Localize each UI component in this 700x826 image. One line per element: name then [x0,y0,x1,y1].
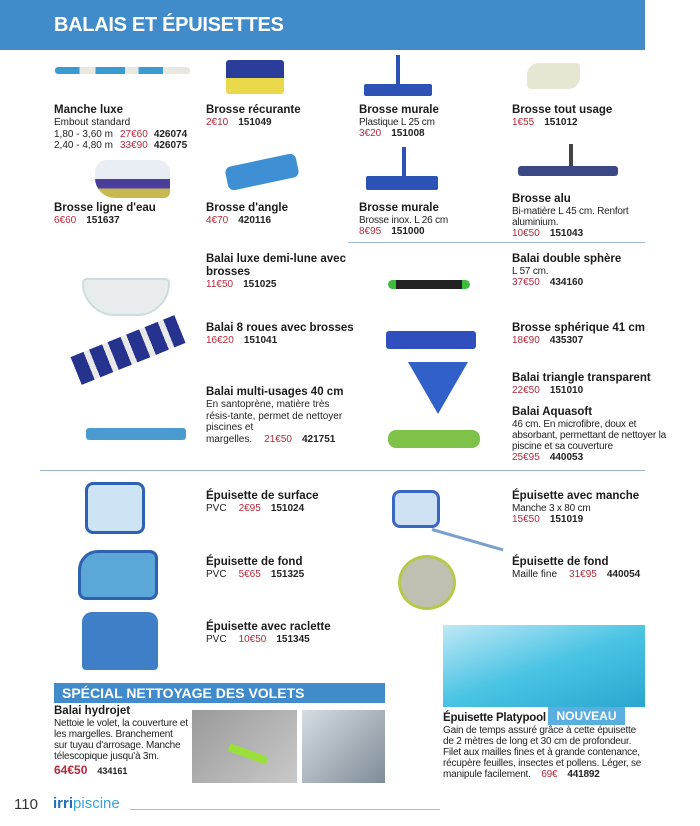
price: 1€55 [512,117,535,128]
special-banner: SPÉCIAL NETTOYAGE DES VOLETS [54,683,385,703]
product-title: Brosse alu [512,193,571,205]
product-balai-multi [206,386,356,445]
half-moon-broom-image [82,278,170,316]
product-desc: Nettoie le volet, la couverture et les margelles. Branchement sur tuyau d'arrosage. Manche télescopique jusqu'à 3m. [54,718,188,762]
price: 16€20 [206,335,234,346]
product-title: Brosse ligne d'eau [54,202,156,214]
product-brosse-murale-1 [359,104,439,140]
product-title: Balai 8 roues avec brosses [206,322,354,334]
net-with-handle-image [432,528,504,551]
product-balai-8-roues [206,322,354,347]
ref: 440054 [606,569,641,580]
product-title: Épuisette de fond [512,556,609,568]
product-balai-aquasoft [512,406,682,464]
aquasoft-broom-image [388,430,480,448]
product-manche-luxe [54,104,199,152]
ref: 440053 [549,452,584,463]
ref: 434160 [549,277,584,288]
size: 1,80 - 3,60 m [54,128,113,140]
hydrojet-photo-1 [192,710,297,783]
price: 15€50 [512,514,540,525]
page-number: 110 [14,796,38,813]
product-desc: Manche 3 x 80 cm [512,503,591,514]
double-sphere-broom-image [388,280,470,289]
price: 25€95 [512,452,540,463]
waterline-brush-image [95,160,170,198]
product-title: Brosse murale [359,104,439,116]
price: 11€50 [206,279,234,290]
price: 10€50 [238,634,267,645]
product-title: Épuisette de surface [206,490,319,502]
wall-brush-image [366,176,438,190]
product-title: Balai double sphère [512,253,622,265]
brand-logo [53,795,120,812]
ref: 151019 [549,514,584,525]
product-title: Balai multi-usages 40 cm [206,386,344,398]
product-brosse-tout-usage [512,104,612,129]
price: 6€60 [54,215,77,226]
alu-brush-image [569,144,573,168]
ref: 151637 [86,215,120,226]
product-desc: Maille fine [512,569,558,580]
product-title: Balai Aquasoft [512,406,593,418]
ref: 426074 [153,128,188,140]
platypool-photo [443,625,645,707]
product-title: Épuisette avec manche [512,490,640,502]
product-title: Brosse sphérique 41 cm [512,322,645,334]
product-title: Brosse récurante [206,104,301,116]
product-brosse-murale-2 [359,202,448,238]
product-balai-triangle [512,372,651,397]
ref: 420116 [238,215,272,226]
product-title: Épuisette de fond [206,556,303,568]
ref: 151010 [549,385,584,396]
ref: 426075 [153,140,188,151]
product-title: Brosse tout usage [512,104,613,116]
ref: 151025 [243,279,277,290]
price: 37€50 [512,277,540,288]
ref: 421751 [301,433,336,445]
bottom-net-image [78,550,158,600]
scraper-net-image [82,612,158,670]
price: 31€95 [569,569,597,580]
ref: 151000 [391,226,425,237]
page-title: BALAIS ET ÉPUISETTES [54,14,284,36]
product-epuisette-raclette [206,621,331,646]
price: 5€65 [238,569,261,580]
product-desc: Plastique L 25 cm [359,117,435,128]
product-epuisette-manche [512,490,639,526]
ref: 151345 [276,634,310,645]
product-epuisette-fond-1 [206,556,304,581]
surface-net-image [85,482,145,534]
product-title: Épuisette Platypool [443,712,546,724]
product-desc: PVC [206,634,227,645]
product-desc: Brosse inox. L 26 cm [359,215,449,226]
pole-image [55,67,190,74]
price: 64€50 [54,763,88,777]
eight-wheel-broom-image [70,315,185,385]
product-epuisette-surface [206,490,318,515]
size: 2,40 - 4,80 m [54,140,113,151]
product-desc: PVC [206,569,227,580]
footer-rule [130,809,440,810]
price: 18€90 [512,335,540,346]
product-brosse-spherique [512,322,645,347]
product-title: Manche luxe [54,104,124,116]
divider [348,242,645,243]
ref: 151008 [391,128,425,139]
wall-brush-image [396,55,400,85]
ref: 151043 [549,228,584,239]
ref: 151049 [238,117,272,128]
ref: 441892 [567,769,600,780]
product-brosse-angle [206,202,288,227]
ref: 434161 [97,766,128,776]
triangle-broom-image [408,362,468,414]
product-title: Balai hydrojet [54,705,131,717]
product-title: Balai triangle transparent [512,372,651,384]
product-brosse-recurante [206,104,301,129]
wall-brush-image [402,147,406,177]
product-desc: Embout standard [54,117,131,128]
multi-use-broom-image [86,428,186,440]
logo-part: irri [53,795,74,812]
product-desc: Gain de temps assuré grâce à cette épuisette de 2 mètres de long et 30 cm de profondeur. Filet aux mailles fines et à grande contenance, récupère feuilles, insectes et pollens. Léger, se manipule facilement. [443,725,642,780]
product-title: Brosse murale [359,202,439,214]
ref: 151041 [243,335,278,346]
product-brosse-alu [512,193,662,240]
product-brosse-ligne-eau [54,202,156,227]
price: 8€95 [359,226,382,237]
ref: 151325 [270,569,305,580]
product-title: Balai luxe demi-lune avec brosses [206,253,346,278]
logo-part: piscine [73,795,120,812]
price: 4€70 [206,215,229,226]
utility-brush-image [527,63,580,89]
price: 21€50 [264,433,292,445]
price: 2€10 [206,117,229,128]
wall-brush-image [364,84,432,96]
divider [40,470,645,471]
alu-brush-image [518,166,618,176]
product-title: Épuisette avec raclette [206,621,331,633]
price: 10€50 [512,228,540,239]
product-desc: L 57 cm. [512,266,549,277]
product-desc: 46 cm. En microfibre, doux et absorbant, permettant de nettoyer la piscine et sa couverture [512,419,667,452]
product-epuisette-fond-2 [512,556,640,581]
product-balai-demi-lune [206,253,356,291]
ref: 435307 [549,335,584,346]
price: 33€90 [120,140,148,151]
product-platypool [443,712,647,780]
price: 2€95 [238,503,261,514]
bottom-net-fine-image [398,555,456,610]
product-hydrojet [54,705,188,778]
product-desc: Bi-matière L 45 cm. Renfort aluminium. [512,206,629,228]
angle-brush-image [224,153,299,191]
product-desc: PVC [206,503,227,514]
hydrojet-photo-2 [302,710,385,783]
product-desc: En santoprène, matière très résis-tante, permet de nettoyer piscines et margelles. [206,399,343,445]
new-badge: NOUVEAU [548,707,625,725]
net-with-handle-image [392,490,440,528]
product-balai-double-sphere [512,253,621,289]
price: 22€50 [512,385,540,396]
section-header [0,0,645,50]
ref: 151012 [544,117,578,128]
ref: 151024 [270,503,305,514]
scrub-brush-image [226,60,284,94]
price: 27€60 [120,128,148,140]
price: 69€ [541,769,558,780]
spherical-brush-image [386,331,476,349]
product-title: Brosse d'angle [206,202,288,214]
price: 3€20 [359,128,382,139]
